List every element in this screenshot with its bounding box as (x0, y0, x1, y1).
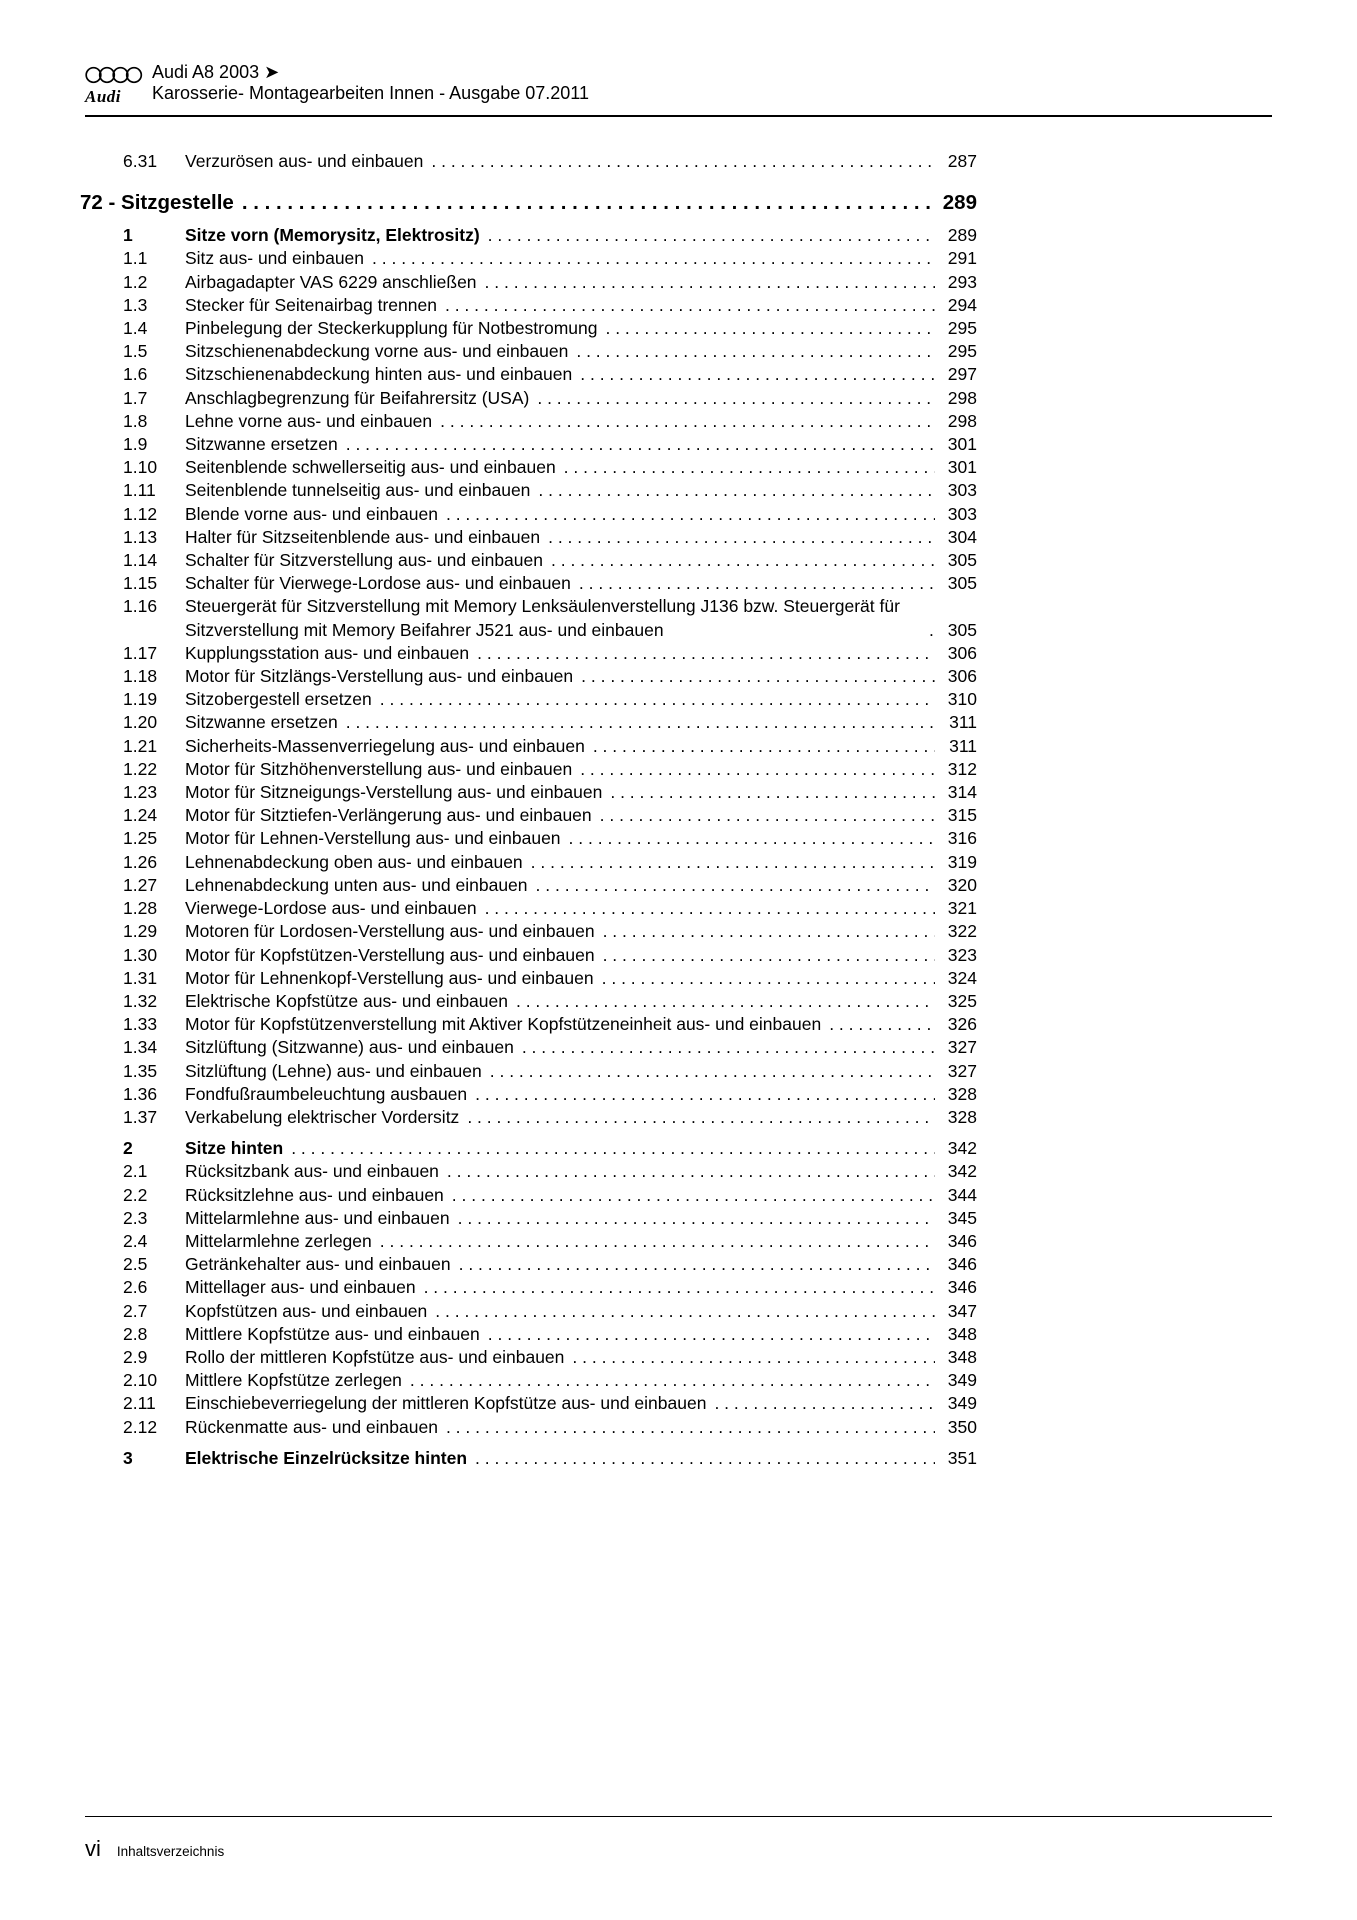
toc-entry-page: 325 (947, 990, 977, 1011)
toc-entry-page: 350 (947, 1416, 977, 1437)
toc-entry-number: 2.4 (123, 1230, 148, 1251)
toc-entry-page: 293 (947, 271, 977, 292)
toc-entry-title: Mittlere Kopfstütze zerlegen (185, 1370, 402, 1391)
toc-entry-number: 1.7 (123, 387, 148, 408)
header-title-block (152, 62, 589, 104)
toc-entry-title: Elektrische Einzelrücksitze hinten (185, 1447, 468, 1468)
toc-entry-title: Kupplungsstation aus- und einbauen (185, 642, 470, 663)
toc-entry-number: 2.7 (123, 1300, 148, 1321)
dot-leader (467, 1447, 935, 1470)
toc-entry-page: 315 (947, 805, 977, 826)
toc-entry-page: 316 (947, 828, 977, 849)
header-model-line: Audi A8 2003 ➤ (152, 62, 280, 82)
dot-leader (477, 897, 935, 920)
toc-entry-title: Motor für Sitztiefen-Verlängerung aus- und einbauen (185, 805, 592, 826)
toc-entry-number: 1.14 (123, 550, 158, 571)
dot-leader (444, 1184, 935, 1207)
toc-entry-row (80, 549, 977, 572)
toc-entry-number: 1.28 (123, 898, 158, 919)
toc-entry-number: 1.11 (123, 480, 156, 501)
toc-entry-page: 348 (947, 1323, 977, 1344)
toc-entry-title: Sitzwanne ersetzen (185, 712, 338, 733)
toc-entry-number: 2.3 (123, 1207, 148, 1228)
dot-leader (514, 1036, 935, 1059)
toc-entry-number: 1.1 (123, 248, 148, 269)
toc-entry-row (80, 944, 977, 967)
toc-entry-row (80, 1184, 977, 1207)
toc-entry-number: 1.31 (123, 967, 158, 988)
toc-entry-row (80, 363, 977, 386)
toc-entry-row (80, 1276, 977, 1299)
dot-leader (572, 758, 935, 781)
toc-entry-title: Sitzschienenabdeckung vorne aus- und einbauen (185, 341, 569, 362)
toc-entry-page: 342 (947, 1138, 977, 1159)
toc-entry-title: Lehnenabdeckung unten aus- und einbauen (185, 874, 528, 895)
dot-leader (597, 317, 935, 340)
toc-entry-row (80, 897, 977, 920)
toc-entry-page: 298 (947, 410, 977, 431)
toc-entry-page: 321 (947, 898, 977, 919)
toc-entry-number: 1.5 (123, 341, 148, 362)
toc-entry-title: Motor für Lehnenkopf-Verstellung aus- und einbauen (185, 967, 594, 988)
toc-entry-number: 1.6 (123, 364, 148, 385)
toc-entry-row (80, 711, 977, 734)
dot-leader (585, 735, 935, 758)
toc-entry-row (80, 1060, 977, 1083)
dot-leader (372, 1230, 935, 1253)
toc-entry-title: Getränkehalter aus- und einbauen (185, 1254, 451, 1275)
toc-entry-number: 2.6 (123, 1277, 148, 1298)
toc-entry-row (80, 340, 977, 363)
dot-leader (402, 1369, 935, 1392)
toc-entry-title: Sicherheits-Massenverriegelung aus- und einbauen (185, 735, 585, 756)
toc-entry-row (80, 1392, 977, 1415)
toc-entry-row (80, 920, 977, 943)
toc-entry-number: 1.8 (123, 410, 148, 431)
toc-entry-page: 295 (947, 341, 977, 362)
toc-entry-row (80, 735, 977, 758)
toc-entry-row (80, 150, 977, 173)
toc-entry-title: Motor für Lehnen-Verstellung aus- und einbauen (185, 828, 561, 849)
toc-entry-row (80, 1160, 977, 1183)
toc-entry-number: 1.4 (123, 318, 148, 339)
toc-entry-row (80, 572, 977, 595)
toc-entry-title: Rücksitzbank aus- und einbauen (185, 1161, 439, 1182)
toc-entry-page: 324 (947, 967, 977, 988)
toc-entry-title: Kopfstützen aus- und einbauen (185, 1300, 428, 1321)
toc-entry-title: Motoren für Lordosen-Verstellung aus- und einbauen (185, 921, 595, 942)
header-divider (85, 115, 1272, 117)
toc-entry-row (80, 1083, 977, 1106)
toc-entry-number: 1.9 (123, 434, 148, 455)
toc-entry-title: Mittlere Kopfstütze aus- und einbauen (185, 1323, 480, 1344)
dot-leader (564, 1346, 935, 1369)
toc-entry-title: Lehne vorne aus- und einbauen (185, 410, 433, 431)
toc-entry-page: 346 (947, 1230, 977, 1251)
toc-entry-number: 1.20 (123, 712, 158, 733)
toc-entry-title: Sitzschienenabdeckung hinten aus- und einbauen (185, 364, 573, 385)
toc-entry-page: 314 (947, 782, 977, 803)
toc-entry-title: Mittellager aus- und einbauen (185, 1277, 416, 1298)
toc-entry-page: 345 (947, 1207, 977, 1228)
toc-entry-row (80, 665, 977, 688)
toc-entry-number: 1.25 (123, 828, 158, 849)
toc-entry-title: Motor für Sitzneigungs-Verstellung aus- und einbauen (185, 782, 603, 803)
toc-entry-row (80, 387, 977, 410)
toc-entry-title: Rücksitzlehne aus- und einbauen (185, 1184, 444, 1205)
toc-entry-row (80, 526, 977, 549)
dot-leader (234, 189, 935, 216)
toc-entry-number: 1.10 (123, 457, 158, 478)
dot-leader (561, 827, 935, 850)
toc-entry-row (80, 247, 977, 270)
toc-entry-page: 289 (942, 191, 977, 215)
toc-entry-page: 289 (947, 225, 977, 246)
toc-entry-title: Sitze vorn (Memorysitz, Elektrositz) (185, 225, 480, 246)
toc-entry-row (80, 595, 977, 641)
toc-entry-page: 303 (947, 503, 977, 524)
toc-entry-page: 305 (947, 619, 977, 640)
toc-entry-title: Sitzlüftung (Lehne) aus- und einbauen (185, 1060, 482, 1081)
toc-entry-title: Motor für Sitzlängs-Verstellung aus- und einbauen (185, 666, 574, 687)
toc-entry-number: 6.31 (123, 151, 158, 171)
toc-entry-title: Sitz aus- und einbauen (185, 248, 365, 269)
toc-entry-row (80, 317, 977, 340)
toc-entry-row (80, 758, 977, 781)
toc-entry-page: 305 (947, 550, 977, 571)
toc-entry-page: 326 (947, 1014, 977, 1035)
dot-leader (283, 1137, 935, 1160)
toc-entry-number: 1.3 (123, 294, 148, 315)
toc-entry-page: 303 (947, 480, 977, 501)
toc-entry-page: 301 (947, 457, 977, 478)
dot-leader (543, 549, 935, 572)
toc-entry-number: 2.12 (123, 1416, 158, 1437)
toc-entry-number: 3 (123, 1447, 133, 1468)
toc-entry-title: Motor für Kopfstützenverstellung mit Aktiver Kopfstützeneinheit aus- und einbauen (185, 1014, 822, 1035)
toc-entry-page: 311 (949, 735, 977, 756)
audi-logo (85, 64, 147, 107)
toc-entry-number: 1.19 (123, 689, 158, 710)
dot-leader (438, 503, 935, 526)
toc-entry-row (80, 271, 977, 294)
toc-entry-title: Seitenblende schwellerseitig aus- und einbauen (185, 457, 556, 478)
toc-entry-row (80, 1207, 977, 1230)
toc-entry-page: 320 (947, 874, 977, 895)
toc-entry-page: 294 (947, 294, 977, 315)
dot-leader (592, 804, 935, 827)
toc-entry-page: 287 (947, 151, 977, 171)
toc-entry-title: Einschiebeverriegelung der mittleren Kopfstütze aus- und einbauen (185, 1393, 707, 1414)
dot-leader (451, 1253, 935, 1276)
toc-entry-number: 2.1 (123, 1161, 148, 1182)
toc-entry-title: Elektrische Kopfstütze aus- und einbauen (185, 990, 508, 1011)
toc-entry-number: 1.17 (123, 642, 158, 663)
toc-entry-title: 72 - Sitzgestelle (80, 191, 234, 215)
toc-entry-number: 1.13 (123, 526, 158, 547)
dot-leader (594, 967, 935, 990)
toc-entry-row (80, 851, 977, 874)
audi-rings-icon (85, 64, 147, 86)
toc-entry-page: 346 (947, 1254, 977, 1275)
toc-entry-title: Sitze hinten (185, 1138, 284, 1159)
dot-leader (338, 711, 935, 734)
toc-entry-row (80, 1253, 977, 1276)
dot-leader (438, 1416, 935, 1439)
toc-entry-title: Sitzobergestell ersetzen (185, 689, 372, 710)
toc-entry-title: Mittelarmlehne zerlegen (185, 1230, 372, 1251)
toc-entry-number: 1.12 (123, 503, 158, 524)
page-footer (85, 1836, 224, 1862)
toc-entry-title: Vierwege-Lordose aus- und einbauen (185, 898, 477, 919)
toc-entry-page: 322 (947, 921, 977, 942)
toc-entry-title: Halter für Sitzseitenblende aus- und einbauen (185, 526, 541, 547)
toc-entry-row (80, 1416, 977, 1439)
toc-entry-row (80, 1230, 977, 1253)
footer-label: Inhaltsverzeichnis (116, 1844, 225, 1859)
toc-entry-row (80, 990, 977, 1013)
toc-entry-row (80, 967, 977, 990)
dot-leader (338, 433, 935, 456)
toc-entry-page: 291 (947, 248, 977, 269)
dot-leader (459, 1106, 935, 1129)
toc-entry-row (80, 1346, 977, 1369)
toc-entry-title: Sitzlüftung (Sitzwanne) aus- und einbauen (185, 1037, 514, 1058)
toc-entry-number: 1.21 (123, 735, 158, 756)
toc-entry-title: Lehnenabdeckung oben aus- und einbauen (185, 851, 523, 872)
toc-entry-row (80, 456, 977, 479)
dot-leader (416, 1276, 935, 1299)
dot-leader (432, 410, 935, 433)
toc-entry-page: 344 (947, 1184, 977, 1205)
toc-entry-page: 297 (947, 364, 977, 385)
toc-entry-title: Mittelarmlehne aus- und einbauen (185, 1207, 450, 1228)
footer-divider (85, 1816, 1272, 1817)
toc-entry-page: 348 (947, 1346, 977, 1367)
toc-entry-row (80, 804, 977, 827)
toc-entry-title: Stecker für Seitenairbag trennen (185, 294, 437, 315)
toc-entry-title: Verzurösen aus- und einbauen (185, 151, 424, 171)
toc-entry-page: 298 (947, 387, 977, 408)
toc-entry-title: Pinbelegung der Steckerkupplung für Notbestromung (185, 318, 598, 339)
toc-entry-title: Rollo der mittleren Kopfstütze aus- und einbauen (185, 1346, 565, 1367)
toc-entry-row (80, 1369, 977, 1392)
toc-entry-page: 304 (947, 526, 977, 547)
toc-entry-row (80, 433, 977, 456)
toc-entry-number: 2.5 (123, 1254, 148, 1275)
dot-leader (467, 1083, 935, 1106)
toc-entry-title: Airbagadapter VAS 6229 anschließen (185, 271, 477, 292)
dot-leader (480, 224, 935, 247)
toc-entry-page: 301 (947, 434, 977, 455)
toc-entry-page: 311 (949, 712, 977, 733)
toc-entry-page: 342 (947, 1161, 977, 1182)
toc-entry-number: 1.24 (123, 805, 158, 826)
dot-leader (595, 944, 935, 967)
toc-entry-number: 2.11 (123, 1393, 156, 1414)
toc-entry-number: 2.8 (123, 1323, 148, 1344)
toc-entry-title: Sitzwanne ersetzen (185, 434, 338, 455)
toc-entry-title: Schalter für Vierwege-Lordose aus- und einbauen (185, 573, 571, 594)
toc-entry-page: 305 (947, 573, 977, 594)
dot-leader (477, 271, 935, 294)
dot-leader (821, 1013, 935, 1036)
dot-leader (556, 456, 935, 479)
toc-entry-number: 2 (123, 1138, 133, 1159)
header-subtitle: Karosserie- Montagearbeiten Innen - Ausgabe 07.2011 (152, 83, 589, 103)
toc-entry-row (80, 1300, 977, 1323)
footer-page-number: vi (85, 1836, 101, 1861)
dot-leader (423, 150, 935, 173)
toc-entry-number: 1.27 (123, 874, 158, 895)
toc-entry-page: 351 (947, 1447, 977, 1468)
dot-leader (571, 572, 935, 595)
toc-entry-page: 346 (947, 1277, 977, 1298)
toc-entry-row (80, 781, 977, 804)
toc-entry-number: 1.15 (123, 573, 158, 594)
toc-entry-number: 1.36 (123, 1083, 158, 1104)
toc-entry-page: 349 (947, 1370, 977, 1391)
dot-leader (437, 294, 935, 317)
toc-entry-row (80, 479, 977, 502)
toc-entry-number: 2.10 (123, 1370, 158, 1391)
toc-entry-number: 1.26 (123, 851, 158, 872)
toc-entry-number: 1.22 (123, 758, 158, 779)
toc-entry-number: 2.2 (123, 1184, 148, 1205)
toc-entry-title: Steuergerät für Sitzverstellung mit Memory Lenksäulenverstellung J136 bzw. Steuergerät für Sitzverstellung mit Memory Beifahrer J521 aus- und einbauen (185, 596, 900, 640)
dot-leader (602, 781, 935, 804)
toc-entry-title: Anschlagbegrenzung für Beifahrersitz (USA) (185, 387, 530, 408)
toc-entry-title: Schalter für Sitzverstellung aus- und einbauen (185, 550, 543, 571)
dot-leader (706, 1392, 935, 1415)
toc-entry-title: Rückenmatte aus- und einbauen (185, 1416, 438, 1437)
toc-entry-page: 310 (947, 689, 977, 710)
toc-entry-row (80, 410, 977, 433)
toc-entry-row (80, 1106, 977, 1129)
toc-entry-number: 1.16 (123, 596, 158, 617)
dot-leader (540, 526, 935, 549)
dot-leader (529, 387, 935, 410)
toc-entry-page: 295 (947, 318, 977, 339)
toc-entry-page: 327 (947, 1037, 977, 1058)
dot-leader (372, 688, 935, 711)
audi-wordmark: Audi (85, 87, 122, 106)
toc-entry-row (80, 688, 977, 711)
toc-entry-title: Motor für Kopfstützen-Verstellung aus- und einbauen (185, 944, 595, 965)
toc-entry-page: 306 (947, 666, 977, 687)
dot-leader (508, 990, 935, 1013)
toc-chapter-row (80, 189, 977, 216)
toc-entry-title: Blende vorne aus- und einbauen (185, 503, 438, 524)
toc-entry-number: 1.35 (123, 1060, 158, 1081)
toc-entry-page: 328 (947, 1083, 977, 1104)
dot-leader (469, 642, 935, 665)
toc-entry-row (80, 642, 977, 665)
dot-leader (523, 851, 935, 874)
dot-leader (427, 1300, 935, 1323)
toc-entry-title: Verkabelung elektrischer Vordersitz (185, 1106, 460, 1127)
toc-entry-number: 1.23 (123, 782, 158, 803)
toc-entry-page: 319 (947, 851, 977, 872)
dot-leader (595, 920, 935, 943)
toc-entry-page: 323 (947, 944, 977, 965)
toc-entry-number: 1.18 (123, 666, 158, 687)
toc-entry-row (80, 1013, 977, 1036)
dot-leader (530, 479, 935, 502)
toc-entry-page: 347 (947, 1300, 977, 1321)
toc-entry-row (80, 1323, 977, 1346)
toc-section-row (80, 224, 977, 247)
toc-entry-number: 2.9 (123, 1346, 148, 1367)
toc-entry-row (80, 503, 977, 526)
toc-entry-title: Fondfußraumbeleuchtung ausbauen (185, 1083, 468, 1104)
dot-leader (921, 619, 935, 642)
toc-entry-number: 1.2 (123, 271, 148, 292)
toc-entry-number: 1.30 (123, 944, 158, 965)
toc-entry-row (80, 874, 977, 897)
dot-leader (450, 1207, 935, 1230)
toc-entry-number: 1 (123, 225, 133, 246)
dot-leader (439, 1160, 935, 1183)
dot-leader (568, 340, 935, 363)
toc-entry-page: 312 (947, 758, 977, 779)
toc-entry-page: 328 (947, 1106, 977, 1127)
toc-list (80, 150, 977, 1470)
toc-section-row (80, 1137, 977, 1160)
toc-section-row (80, 1447, 977, 1470)
toc-entry-number: 1.32 (123, 990, 158, 1011)
dot-leader (573, 665, 935, 688)
dot-leader (480, 1323, 935, 1346)
toc-entry-number: 1.34 (123, 1037, 158, 1058)
toc-entry-title: Seitenblende tunnelseitig aus- und einbauen (185, 480, 531, 501)
dot-leader (364, 247, 935, 270)
dot-leader (572, 363, 935, 386)
toc-entry-title: Motor für Sitzhöhenverstellung aus- und einbauen (185, 758, 573, 779)
toc-entry-number: 1.33 (123, 1014, 158, 1035)
toc-entry-number: 1.37 (123, 1106, 158, 1127)
toc-entry-row (80, 294, 977, 317)
toc-entry-page: 327 (947, 1060, 977, 1081)
toc-entry-page: 349 (947, 1393, 977, 1414)
toc-entry-number: 1.29 (123, 921, 158, 942)
dot-leader (528, 874, 935, 897)
toc-entry-row (80, 1036, 977, 1059)
toc-entry-row (80, 827, 977, 850)
dot-leader (482, 1060, 935, 1083)
toc-entry-page: 306 (947, 642, 977, 663)
